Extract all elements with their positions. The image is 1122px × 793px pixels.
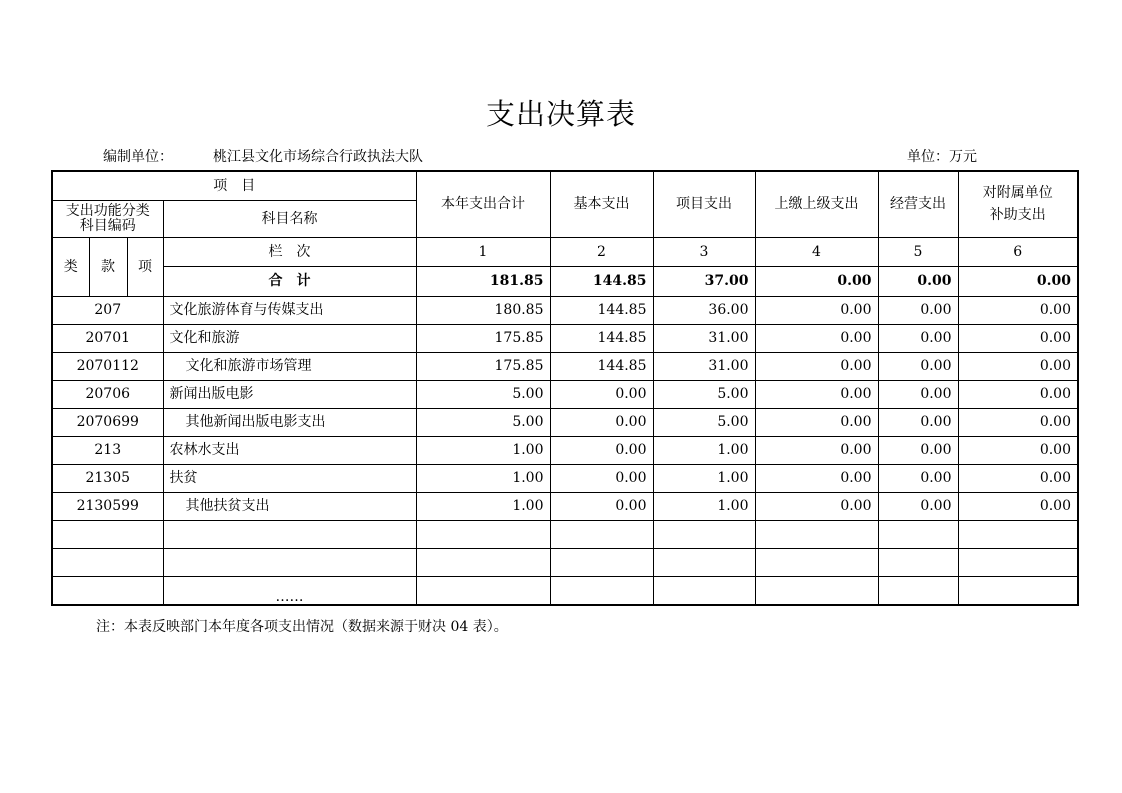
- row-value: 0.00: [550, 380, 653, 408]
- row-subject-name: 农林水支出: [163, 436, 416, 464]
- row-code: 2130599: [52, 492, 163, 520]
- row-subject-name: 其他扶贫支出: [163, 492, 416, 520]
- row-value: 0.00: [958, 408, 1078, 436]
- header-kuan: 款: [89, 237, 127, 296]
- unit-label: 单位：万元: [907, 149, 977, 165]
- page-title: 支出决算表: [485, 97, 636, 131]
- row-value: 1.00: [416, 492, 550, 520]
- total-value: 144.85: [550, 266, 653, 296]
- row-value: 1.00: [416, 464, 550, 492]
- row-subject-name: 文化旅游体育与传媒支出: [163, 296, 416, 324]
- row-code: 2070699: [52, 408, 163, 436]
- row-value: 144.85: [550, 324, 653, 352]
- column-number: 4: [755, 237, 878, 266]
- row-value: 175.85: [416, 352, 550, 380]
- row-value: 31.00: [653, 324, 755, 352]
- row-value: 0.00: [755, 352, 878, 380]
- row-value: 144.85: [550, 352, 653, 380]
- total-value: 0.00: [958, 266, 1078, 296]
- header-col-1: 本年支出合计: [416, 171, 550, 237]
- row-value: 0.00: [550, 464, 653, 492]
- header-lei: 类: [52, 237, 89, 296]
- header-item: 项 目: [52, 171, 416, 200]
- row-value: 0.00: [755, 324, 878, 352]
- row-subject-name: 其他新闻出版电影支出: [163, 408, 416, 436]
- row-value: 0.00: [755, 408, 878, 436]
- column-number: 5: [878, 237, 958, 266]
- empty-cell: [163, 520, 416, 548]
- empty-row: [52, 576, 1078, 605]
- org-name: 桃江县文化市场综合行政执法大队: [213, 149, 423, 165]
- empty-cell: [550, 576, 653, 605]
- row-value: 0.00: [755, 492, 878, 520]
- empty-cell: [653, 576, 755, 605]
- column-number: 1: [416, 237, 550, 266]
- row-value: 0.00: [958, 464, 1078, 492]
- empty-cell: [878, 548, 958, 576]
- row-value: 1.00: [653, 464, 755, 492]
- empty-row: [52, 548, 1078, 576]
- header-col-3: 项目支出: [653, 171, 755, 237]
- header-col-5: 经营支出: [878, 171, 958, 237]
- total-value: 37.00: [653, 266, 755, 296]
- row-value: 0.00: [958, 296, 1078, 324]
- empty-cell: [653, 548, 755, 576]
- header-col-4: 上缴上级支出: [755, 171, 878, 237]
- row-value: 5.00: [653, 380, 755, 408]
- empty-cell: [550, 520, 653, 548]
- table-row: [52, 464, 1078, 492]
- row-value: 0.00: [878, 436, 958, 464]
- empty-cell: [878, 520, 958, 548]
- table-row: [52, 352, 1078, 380]
- row-value: 0.00: [958, 324, 1078, 352]
- empty-cell: [416, 576, 550, 605]
- header-col-2: 基本支出: [550, 171, 653, 237]
- empty-cell: [163, 548, 416, 576]
- empty-row: [52, 520, 1078, 548]
- row-value: 0.00: [878, 324, 958, 352]
- row-value: 5.00: [416, 408, 550, 436]
- row-value: 1.00: [653, 436, 755, 464]
- row-value: 175.85: [416, 324, 550, 352]
- row-code: 207: [52, 296, 163, 324]
- row-code: 213: [52, 436, 163, 464]
- row-value: 5.00: [416, 380, 550, 408]
- row-value: 0.00: [878, 380, 958, 408]
- empty-cell: [958, 548, 1078, 576]
- row-value: 5.00: [653, 408, 755, 436]
- header-code-group: 支出功能分类 科目编码: [52, 200, 163, 237]
- row-value: 0.00: [878, 408, 958, 436]
- header-heji: 合 计: [163, 266, 416, 296]
- total-value: 0.00: [755, 266, 878, 296]
- empty-cell: [878, 576, 958, 605]
- empty-cell: [52, 548, 163, 576]
- empty-cell: [958, 520, 1078, 548]
- row-value: 0.00: [550, 408, 653, 436]
- row-value: 0.00: [755, 380, 878, 408]
- empty-cell: [416, 520, 550, 548]
- row-value: 36.00: [653, 296, 755, 324]
- empty-cell: [163, 576, 416, 605]
- header-lanci: 栏 次: [163, 237, 416, 266]
- expenditure-table: [51, 170, 1079, 606]
- table-row: [52, 492, 1078, 520]
- row-subject-name: 新闻出版电影: [163, 380, 416, 408]
- row-subject-name: 文化和旅游: [163, 324, 416, 352]
- row-value: 180.85: [416, 296, 550, 324]
- column-number: 2: [550, 237, 653, 266]
- empty-cell: [52, 520, 163, 548]
- row-value: 0.00: [550, 436, 653, 464]
- table-row: [52, 324, 1078, 352]
- total-value: 181.85: [416, 266, 550, 296]
- row-value: 0.00: [878, 352, 958, 380]
- row-value: 0.00: [755, 296, 878, 324]
- row-value: 0.00: [878, 296, 958, 324]
- empty-cell: [550, 548, 653, 576]
- row-value: 0.00: [755, 436, 878, 464]
- row-value: 0.00: [878, 464, 958, 492]
- row-value: 0.00: [878, 492, 958, 520]
- table-row: [52, 380, 1078, 408]
- row-subject-name: 扶贫: [163, 464, 416, 492]
- totals-row: [52, 266, 1078, 296]
- row-value: 0.00: [958, 380, 1078, 408]
- column-number: 6: [958, 237, 1078, 266]
- row-value: 0.00: [550, 492, 653, 520]
- empty-cell: [958, 576, 1078, 605]
- row-code: 20701: [52, 324, 163, 352]
- row-code: 2070112: [52, 352, 163, 380]
- empty-cell: [755, 548, 878, 576]
- empty-cell: [653, 520, 755, 548]
- header-col-6: 对附属单位 补助支出: [958, 171, 1078, 237]
- empty-cell: [52, 576, 163, 605]
- row-value: 144.85: [550, 296, 653, 324]
- header-subject-name: 科目名称: [163, 200, 416, 237]
- empty-cell: [755, 576, 878, 605]
- row-value: 0.00: [958, 436, 1078, 464]
- footnote: 注：本表反映部门本年度各项支出情况（数据来源于财决 04 表）。: [96, 619, 508, 635]
- table-row: [52, 296, 1078, 324]
- empty-cell: [416, 548, 550, 576]
- row-value: 0.00: [755, 464, 878, 492]
- row-subject-name: 文化和旅游市场管理: [163, 352, 416, 380]
- column-number: 3: [653, 237, 755, 266]
- table-row: [52, 436, 1078, 464]
- empty-cell: [755, 520, 878, 548]
- row-value: 0.00: [958, 352, 1078, 380]
- row-value: 1.00: [416, 436, 550, 464]
- row-value: 1.00: [653, 492, 755, 520]
- header-xiang: 项: [127, 237, 163, 296]
- ellipsis-text: ……: [275, 588, 304, 605]
- row-value: 31.00: [653, 352, 755, 380]
- row-code: 20706: [52, 380, 163, 408]
- row-code: 21305: [52, 464, 163, 492]
- row-value: 0.00: [958, 492, 1078, 520]
- table-row: [52, 408, 1078, 436]
- org-label: 编制单位：: [103, 149, 173, 165]
- total-value: 0.00: [878, 266, 958, 296]
